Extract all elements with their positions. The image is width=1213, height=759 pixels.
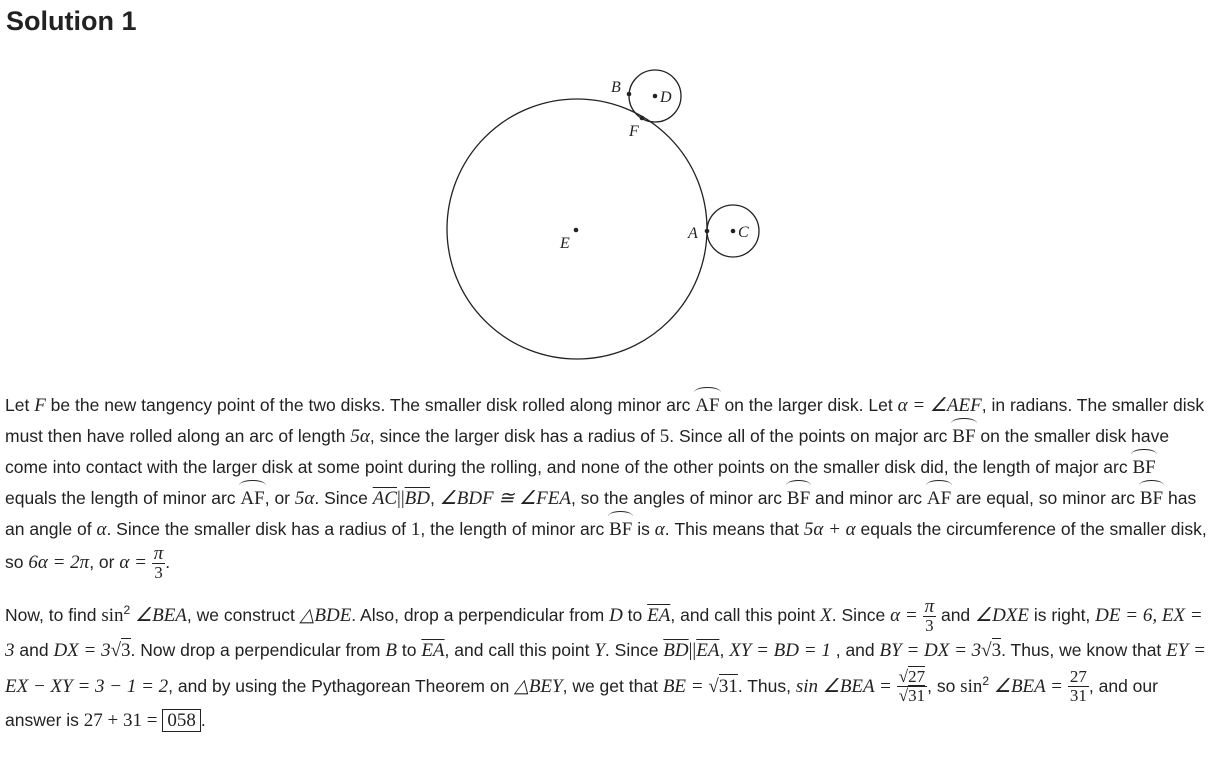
label-E: E: [560, 235, 570, 252]
fraction-27-over-31: $\frac{27}{31}$: [1069, 667, 1087, 706]
point-F: [640, 116, 645, 121]
label-F: F: [629, 123, 639, 140]
arc-AF: AF: [695, 391, 719, 421]
fraction-pi-over-3: $\frac{\pi}{3}$: [153, 543, 164, 582]
point-E: [574, 228, 579, 233]
arc-BF: BF: [952, 422, 975, 452]
paragraph-triangle-computation: Now, to find $\sin^2$ ∠BEA, we construct △BDE. Also, drop a perpendicular from D to $\overline{EA}$, and call this point X. Since α = $\frac{\pi}{3}$ and ∠DXE is right, DE = 6, EX = 3 and DX = 3√3. Now drop a perpendicular from B to $\overline{EA}$, and call this point Y. Since $\overline{BD}||\overline{EA}$, XY = BD = 1 , and BY = DX = 3√3. Thus, we know that EY = EX − XY = 3 − 1 = 2, and by using the Pythagorean Theorem on △BEY, we get that BE = √31. Thus, sin ∠BEA = $\frac{√27}{√31}$ , so $\sin^2$ ∠BEA = $\frac{27}{31}$ , and our answer is 27 + 31 = 058 .: [5, 595, 1206, 732]
fraction-sqrt27-over-sqrt31: $\frac{√27}{√31}$: [898, 667, 926, 706]
label-A: A: [688, 225, 698, 242]
final-answer-box: 058: [162, 709, 201, 732]
solution-heading: Solution 1: [6, 6, 137, 36]
point-A: [705, 229, 710, 234]
point-D: [653, 94, 658, 99]
fraction-pi-over-3-b: $\frac{\pi}{3}$: [924, 595, 935, 635]
point-C: [731, 229, 736, 234]
label-B: B: [611, 79, 621, 96]
label-C: C: [738, 224, 749, 241]
point-B: [627, 92, 632, 97]
paragraph-rolling-argument: Let F be the new tangency point of the two disks. The smaller disk rolled along minor arc AF on the larger disk. Let α = ∠AEF, in radians. The smaller disk must then have rolled along an arc of length 5α, since the larger disk has a radius of 5. Since all of the points on major arc BF on the smaller disk have come into contact with the larger disk at some point during the rolling, and none of the other points on the smaller disk did, the length of major arc BF equals the length of minor arc AF, or 5α. Since $\overline{AC}||\overline{BD}$, ∠BDF ≅ ∠FEA, so the angles of minor arc BF and minor arc AF are equal, so minor arc BF has an angle of α. Since the smaller disk has a radius of 1, the length of minor arc BF is α. This means that 5α + α equals the circumference of the smaller disk, so 6α = 2π, or α = $\frac{\pi}{3}$ .: [5, 390, 1208, 582]
label-D: D: [660, 89, 672, 106]
